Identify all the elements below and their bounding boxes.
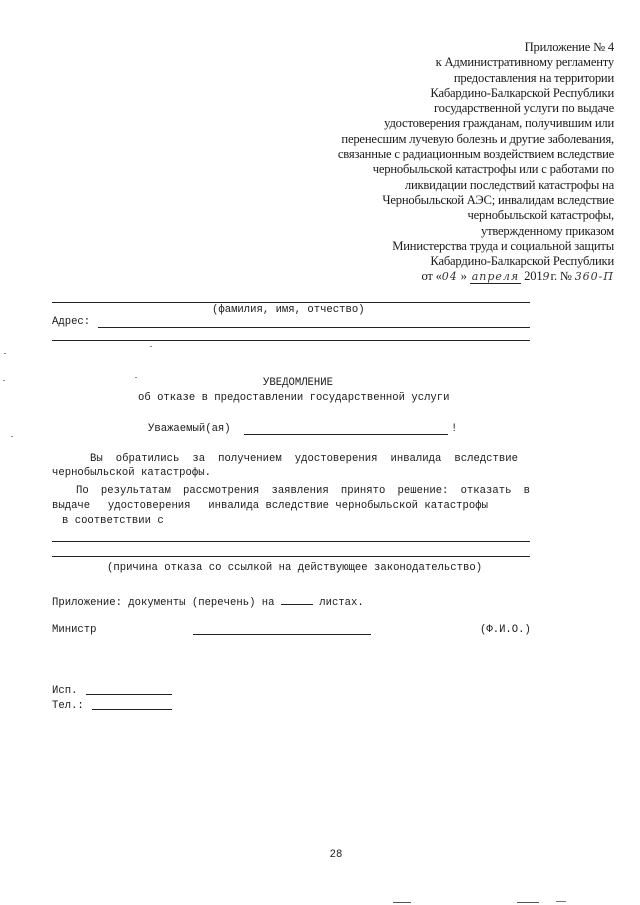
header-line: удостоверения гражданам, получившим или [384, 116, 614, 131]
address-line-1[interactable] [98, 327, 530, 328]
header-line: к Административному регламенту [435, 55, 614, 70]
scan-edge-mark [556, 901, 566, 902]
header-line: связанные с радиационным воздействием вследствие [337, 147, 614, 162]
greeting-label: Уважаемый(ая) [148, 423, 231, 435]
notice-subtitle: об отказе в предоставлении государственной услуги [138, 392, 450, 404]
scan-speck [11, 436, 13, 437]
executor-line[interactable] [86, 694, 172, 695]
handwritten-year-digit: 9 [542, 270, 551, 284]
header-line: Кабардино-Балкарской Республики [430, 85, 614, 100]
header-line: Кабардино-Балкарской Республики [430, 254, 614, 269]
header-line: Министерства труда и социальной защиты [392, 238, 614, 253]
header-line: чернобыльской катастрофы, [467, 208, 614, 223]
header-line: перенесшим лучевую болезнь и другие заболевания, [341, 131, 614, 146]
reason-caption: (причина отказа со ссылкой на действующее законодательство) [107, 562, 483, 574]
phone-line[interactable] [92, 709, 172, 710]
handwritten-month-field [470, 270, 521, 284]
scan-speck [150, 346, 152, 347]
paragraph-2-line-2: выдаче удостоверения инвалида вследствие чернобыльской катастрофы [52, 500, 488, 512]
header-line: ликвидации последствий катастрофы на [404, 177, 614, 192]
header-line: государственной услуги по выдаче [433, 101, 614, 116]
minister-label: Министр [52, 624, 97, 636]
fio-caption: (фамилия, имя, отчество) [212, 304, 365, 316]
sheet-count-field[interactable] [281, 593, 313, 605]
executor-label: Исп. [52, 685, 78, 697]
handwritten-day: 04 [441, 270, 458, 284]
header-line: Приложение № 4 [524, 40, 614, 54]
paragraph-1-line-2: чернобыльской катастрофы. [52, 467, 211, 479]
address-label: Адрес: [52, 316, 91, 328]
order-date-line: от «04 » апреля 2019г. № 360-П [421, 269, 614, 284]
address-line-2[interactable] [52, 340, 530, 341]
paragraph-1-line-1: Вы обратились за получением удостоверения инвалида вследствие [90, 453, 518, 465]
paragraph-2-line-1: По результатам рассмотрения заявления принято решение: отказать в [76, 485, 530, 497]
greeting-exclamation: ! [451, 423, 458, 435]
header-line: Чернобыльской АЭС; инвалидам вследствие [382, 192, 614, 207]
fio-line[interactable] [52, 302, 530, 303]
scan-edge-mark [517, 902, 539, 903]
scan-edge-mark [393, 902, 411, 903]
scan-speck [3, 380, 5, 381]
header-line: чернобыльской катастрофы или с работами по [372, 162, 614, 177]
handwritten-month: апреля [471, 270, 520, 284]
page-number: 28 [329, 849, 343, 861]
minister-fio: (Ф.И.О.) [480, 624, 531, 636]
paragraph-2-line-3: в соответствии с [62, 515, 164, 527]
scan-speck [4, 353, 6, 354]
minister-signature-line[interactable] [193, 634, 371, 635]
approval-header [314, 40, 614, 285]
reason-line-1[interactable] [52, 541, 530, 542]
handwritten-order-number: 360-П [574, 270, 614, 284]
reason-line-2[interactable] [52, 556, 530, 557]
header-line: предоставления на территории [453, 70, 614, 85]
attachment-line: Приложение: документы (перечень) на листах. [52, 593, 364, 609]
scan-speck [135, 377, 137, 378]
phone-label: Тел.: [52, 700, 84, 712]
greeting-name-line[interactable] [244, 434, 448, 435]
header-line: утвержденному приказом [480, 223, 614, 238]
notice-title: УВЕДОМЛЕНИЕ [263, 377, 333, 389]
